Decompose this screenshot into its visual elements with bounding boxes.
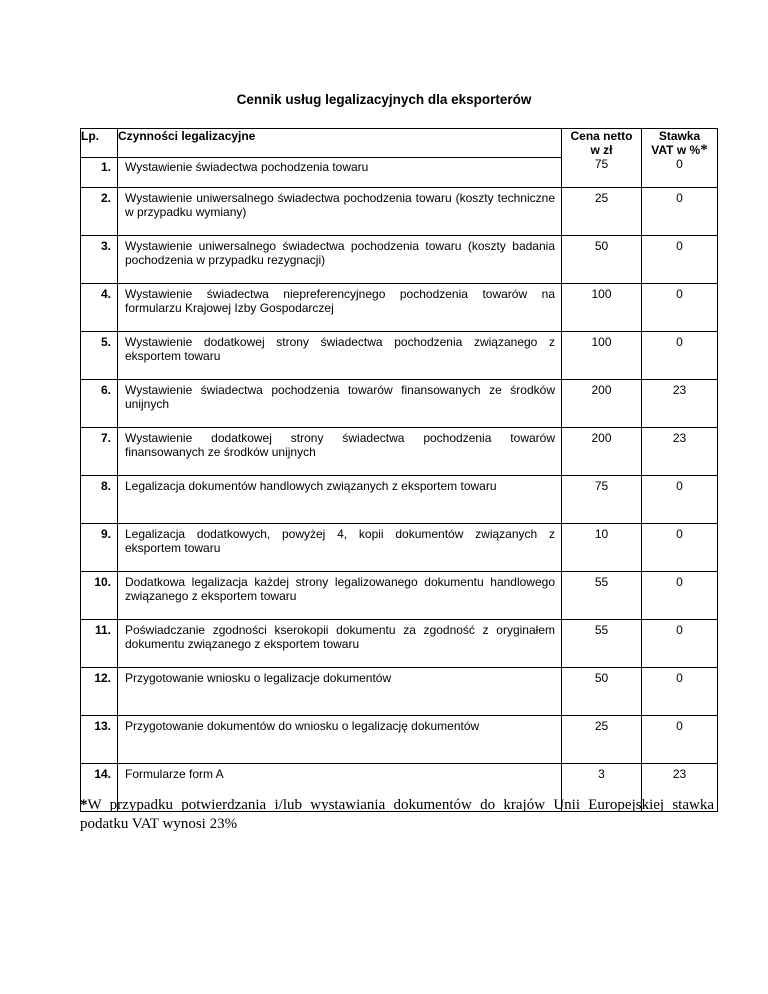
row-12-lp: 12. xyxy=(81,668,118,716)
row-8-price: 75 xyxy=(562,476,642,524)
table-row xyxy=(81,428,718,476)
row-4-vat: 0 xyxy=(642,284,718,332)
header-vat-star: * xyxy=(700,142,708,158)
row-5-activity: Wystawienie dodatkowej strony świadectwa pochodzenia związanego z eksportem towaru xyxy=(118,332,562,380)
row-2-price: 25 xyxy=(562,188,642,236)
header-price-line1: Cena netto xyxy=(570,129,633,143)
row-3-activity: Wystawienie uniwersalnego świadectwa pochodzenia towaru (koszty badania pochodzenia w przypadku rezygnacji) xyxy=(118,236,562,284)
row-1-vat: 0 xyxy=(676,157,683,171)
row-12-vat: 0 xyxy=(642,668,718,716)
row-13-activity: Przygotowanie dokumentów do wniosku o legalizację dokumentów xyxy=(118,716,562,764)
row-6-activity: Wystawienie świadectwa pochodzenia towarów finansowanych ze środków unijnych xyxy=(118,380,562,428)
row-7-price: 200 xyxy=(562,428,642,476)
row-4-lp: 4. xyxy=(81,284,118,332)
row-6-lp: 6. xyxy=(81,380,118,428)
table-row xyxy=(81,188,718,236)
row-14-vat: 23 xyxy=(642,764,718,812)
row-4-activity: Wystawienie świadectwa niepreferencyjnego pochodzenia towarów na formularzu Krajowej Izby Gospodarczej xyxy=(118,284,562,332)
row-8-activity: Legalizacja dokumentów handlowych związanych z eksportem towaru xyxy=(118,476,562,524)
row-14-lp: 14. xyxy=(81,764,118,812)
row-5-price: 100 xyxy=(562,332,642,380)
header-lp: Lp. xyxy=(81,129,118,158)
table-header-row xyxy=(81,129,718,158)
table-row xyxy=(81,236,718,284)
price-table xyxy=(80,128,718,812)
table-row xyxy=(81,284,718,332)
row-10-activity: Dodatkowa legalizacja każdej strony legalizowanego dokumentu handlowego związanego z eksportem towaru xyxy=(118,572,562,620)
row-9-lp: 9. xyxy=(81,524,118,572)
row-7-vat: 23 xyxy=(642,428,718,476)
row-9-price: 10 xyxy=(562,524,642,572)
row-3-lp: 3. xyxy=(81,236,118,284)
page-title: Cennik usług legalizacyjnych dla eksporterów xyxy=(236,92,532,107)
row-2-activity: Wystawienie uniwersalnego świadectwa pochodzenia towaru (koszty techniczne w przypadku wymiany) xyxy=(118,188,562,236)
row-9-activity: Legalizacja dodatkowych, powyżej 4, kopii dokumentów związanych z eksportem towaru xyxy=(118,524,562,572)
row-2-vat: 0 xyxy=(642,188,718,236)
footnote xyxy=(80,796,714,834)
header-vat-line2: VAT w % xyxy=(651,143,701,157)
row-3-vat: 0 xyxy=(642,236,718,284)
header-activity: Czynności legalizacyjne xyxy=(118,129,562,158)
row-4-price: 100 xyxy=(562,284,642,332)
footnote-star: * xyxy=(80,797,88,813)
header-vat xyxy=(642,129,718,188)
row-8-lp: 8. xyxy=(81,476,118,524)
row-14-price: 3 xyxy=(562,764,642,812)
row-7-lp: 7. xyxy=(81,428,118,476)
row-1-price: 75 xyxy=(594,157,609,171)
table-row xyxy=(81,620,718,668)
header-price-line2: w zł xyxy=(590,143,613,157)
row-14-activity: Formularze form A xyxy=(118,764,562,812)
row-5-vat: 0 xyxy=(642,332,718,380)
row-11-lp: 11. xyxy=(81,620,118,668)
row-12-price: 50 xyxy=(562,668,642,716)
row-12-activity: Przygotowanie wniosku o legalizacje dokumentów xyxy=(118,668,562,716)
row-6-price: 200 xyxy=(562,380,642,428)
footnote-text: W przypadku potwierdzania i/lub wystawiania dokumentów do krajów Unii Europejskiej stawka podatku VAT wynosi 23% xyxy=(80,797,714,832)
row-2-lp: 2. xyxy=(81,188,118,236)
header-price xyxy=(562,129,642,188)
row-13-price: 25 xyxy=(562,716,642,764)
row-13-vat: 0 xyxy=(642,716,718,764)
row-11-price: 55 xyxy=(562,620,642,668)
table-row xyxy=(81,524,718,572)
row-10-vat: 0 xyxy=(642,572,718,620)
row-7-activity: Wystawienie dodatkowej strony świadectwa pochodzenia towarów finansowanych ze środków unijnych xyxy=(118,428,562,476)
table-row xyxy=(81,476,718,524)
header-vat-line1: Stawka xyxy=(658,129,701,143)
row-1-lp: 1. xyxy=(81,158,118,188)
row-8-vat: 0 xyxy=(642,476,718,524)
row-5-lp: 5. xyxy=(81,332,118,380)
row-13-lp: 13. xyxy=(81,716,118,764)
row-3-price: 50 xyxy=(562,236,642,284)
row-9-vat: 0 xyxy=(642,524,718,572)
row-1-activity: Wystawienie świadectwa pochodzenia towaru xyxy=(118,158,562,188)
row-11-vat: 0 xyxy=(642,620,718,668)
table-row xyxy=(81,716,718,764)
row-10-lp: 10. xyxy=(81,572,118,620)
row-11-activity: Poświadczanie zgodności kserokopii dokumentu za zgodność z oryginałem dokumentu związanego z eksportem towaru xyxy=(118,620,562,668)
row-10-price: 55 xyxy=(562,572,642,620)
table-row xyxy=(81,332,718,380)
table-row xyxy=(81,572,718,620)
row-6-vat: 23 xyxy=(642,380,718,428)
table-row xyxy=(81,380,718,428)
table-row xyxy=(81,668,718,716)
